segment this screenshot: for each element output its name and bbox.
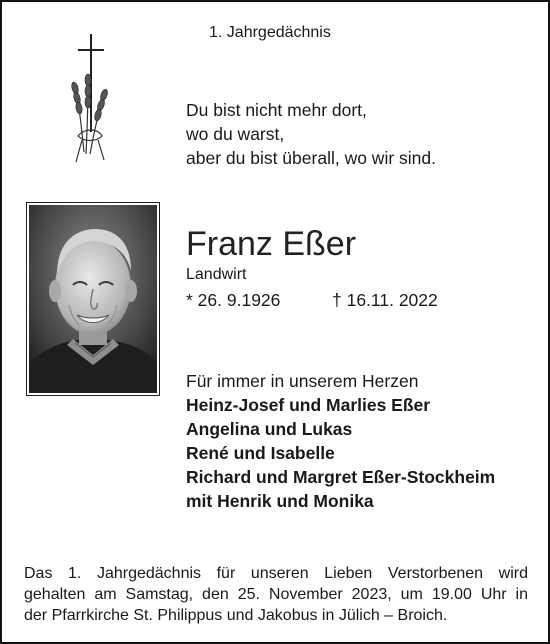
verse-line: wo du warst,	[186, 124, 285, 144]
verse-line: aber du bist überall, wo wir sind.	[186, 148, 436, 168]
deceased-profession: Landwirt	[186, 266, 247, 283]
verse-line: Du bist nicht mehr dort,	[186, 100, 367, 120]
notice-line: der Pfarrkirche St. Philippus und Jakobus in Jülich – Broich.	[24, 607, 448, 624]
portrait-photo	[26, 202, 160, 396]
birth-date: * 26. 9.1926	[186, 290, 281, 310]
mourner-family: Angelina und Lukas	[186, 419, 353, 439]
mourner-family: Richard und Margret Eßer-Stockheim	[186, 467, 496, 487]
notice-line: gehalten am Samstag, den 25. November 2023, um 19.00 Uhr in	[24, 586, 528, 603]
deceased-name: Franz Eßer	[186, 225, 357, 263]
notice-line: Das 1. Jahrgedächnis für unseren Lieben Verstorbenen wird	[24, 565, 528, 582]
death-date: † 16.11. 2022	[332, 290, 438, 310]
mourners-list	[186, 369, 495, 513]
anniversary-label: 1. Jahrgedächnis	[209, 24, 331, 41]
cross-with-wheat-icon	[64, 32, 118, 167]
mourner-family: Heinz-Josef und Marlies Eßer	[186, 395, 431, 415]
mourner-family: mit Henrik und Monika	[186, 491, 374, 511]
memorial-service-notice	[24, 563, 528, 626]
mourners-intro: Für immer in unserem Herzen	[186, 371, 419, 391]
memorial-verse	[186, 98, 436, 170]
mourner-family: René und Isabelle	[186, 443, 335, 463]
